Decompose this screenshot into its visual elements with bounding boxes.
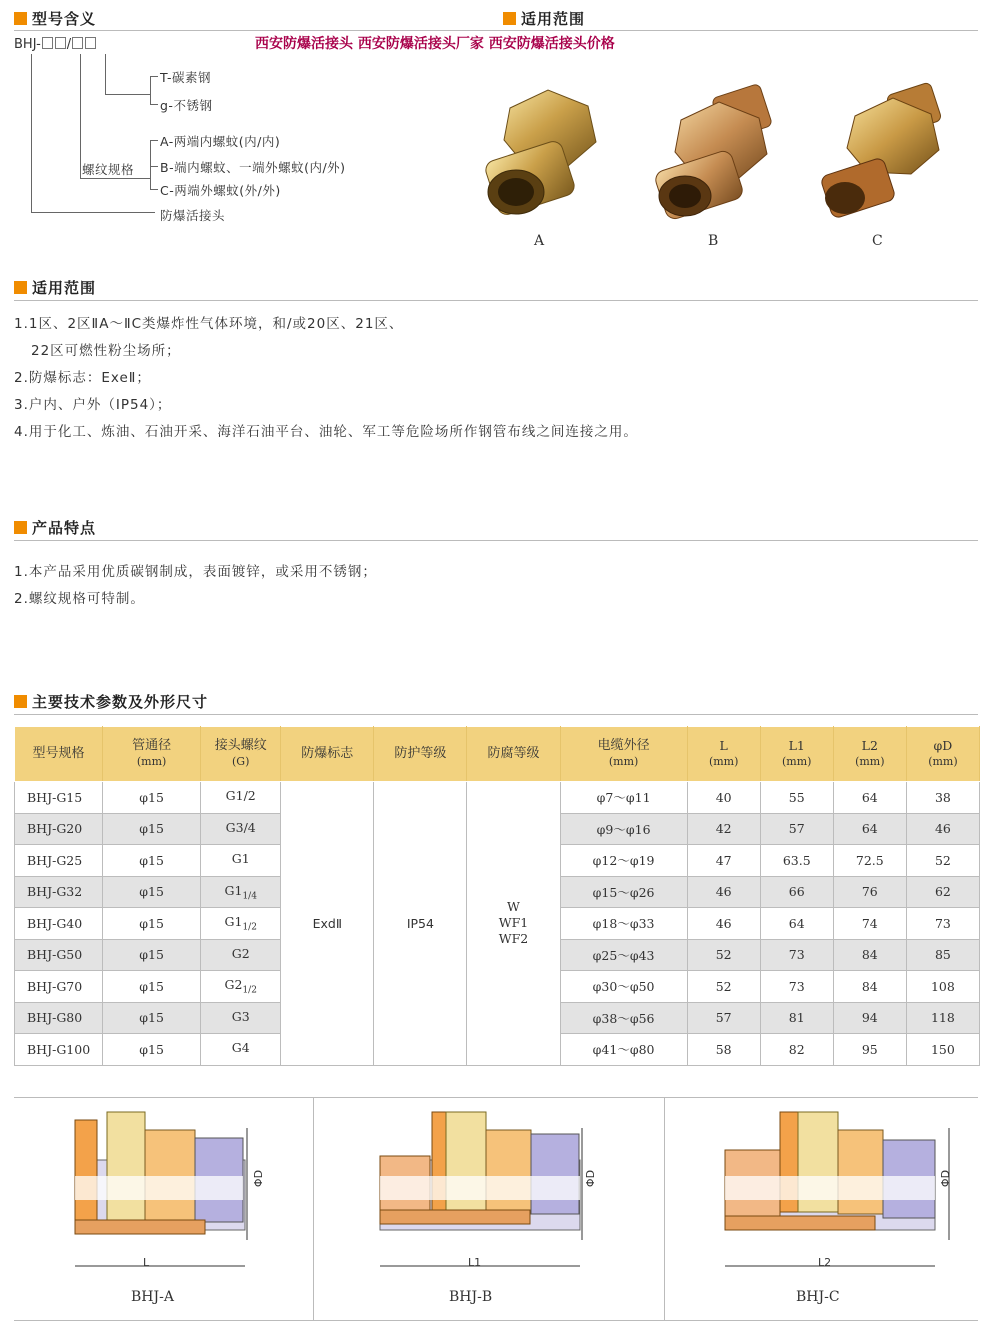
cell-l: 40 — [687, 782, 760, 814]
cell-bore: φ15 — [103, 1002, 201, 1034]
cell-l1: 81 — [760, 1002, 833, 1034]
spec-title: 主要技术参数及外形尺寸 — [32, 693, 209, 711]
model-meaning-title: 型号含义 — [32, 10, 97, 28]
cell-l: 46 — [687, 876, 760, 908]
section-square-icon — [503, 12, 516, 25]
table-row — [15, 782, 980, 814]
cell-cable: φ38～φ56 — [560, 1002, 687, 1034]
drawing-separator — [664, 1097, 665, 1320]
cell-cable: φ15～φ26 — [560, 876, 687, 908]
tree-line — [150, 76, 158, 77]
tree-line — [105, 54, 106, 94]
tree-line — [31, 212, 155, 213]
scope-line-4: 3.户内、户外（IP54）； — [14, 397, 172, 413]
cell-cable: φ30～φ50 — [560, 971, 687, 1003]
cell-thread: $G1_{1/4}$ — [201, 876, 281, 908]
cell-l1: 55 — [760, 782, 833, 814]
section-square-icon — [14, 12, 27, 25]
thread-a-label: A-两端内螺蚊(内/内) — [160, 134, 281, 149]
thread-b-label: B-端内螺蚊、一端外螺蚊(内/外) — [160, 160, 346, 175]
header-l1: L1 (mm) — [760, 727, 833, 782]
model-prefix: BHJ- — [14, 37, 41, 52]
keywords-line[interactable]: 西安防爆活接头 西安防爆活接头厂家 西安防爆活接头价格 — [255, 36, 615, 52]
cell-cable: φ7～φ11 — [560, 782, 687, 814]
drawing-c-dia-label: ΦD — [939, 1169, 953, 1188]
cell-model: BHJ-G70 — [15, 971, 103, 1003]
drawing-a-dia-label: ΦD — [252, 1169, 266, 1188]
material-g-label: g-不锈钢 — [160, 98, 213, 113]
header-explosion-mark: 防爆标志 — [281, 727, 374, 782]
top-divider — [14, 30, 978, 31]
anticorrosion-w: W — [507, 899, 520, 915]
cell-d: 85 — [906, 939, 979, 971]
cell-l1: 73 — [760, 939, 833, 971]
cell-l: 57 — [687, 1002, 760, 1034]
code-box — [85, 37, 96, 49]
header-d: φD (mm) — [906, 727, 979, 782]
scope-line-3: 2.防爆标志：ExeⅡ； — [14, 370, 151, 386]
cell-d: 52 — [906, 845, 979, 877]
code-box — [55, 37, 66, 49]
code-box — [42, 37, 53, 49]
cell-l: 58 — [687, 1034, 760, 1066]
cell-l2: 95 — [833, 1034, 906, 1066]
scope-divider — [14, 300, 978, 301]
scope-title-top: 适用范围 — [521, 10, 586, 28]
cell-l1: 64 — [760, 908, 833, 940]
cell-model: BHJ-G80 — [15, 1002, 103, 1034]
cell-l2: 84 — [833, 939, 906, 971]
material-t-label: T-碳素钢 — [160, 70, 211, 85]
drawing-b-dia-label: ΦD — [584, 1169, 598, 1188]
cell-thread: $G1_{1/2}$ — [201, 908, 281, 940]
cell-l1: 73 — [760, 971, 833, 1003]
cell-cable: φ9～φ16 — [560, 813, 687, 845]
thread-spec-label: 螺纹规格 — [82, 162, 135, 177]
tree-line — [150, 166, 158, 167]
feature-line-2: 2.螺纹规格可特制。 — [14, 591, 145, 607]
model-meaning-heading — [14, 8, 96, 29]
cell-l1: 63.5 — [760, 845, 833, 877]
cell-bore: φ15 — [103, 845, 201, 877]
tree-line — [105, 94, 150, 95]
tree-line — [150, 140, 158, 141]
header-thread: 接头螺纹 (G) — [201, 727, 281, 782]
section-square-icon — [14, 521, 27, 534]
anticorrosion-wf1: WF1 — [498, 915, 529, 931]
cell-model: BHJ-G40 — [15, 908, 103, 940]
cell-l1: 66 — [760, 876, 833, 908]
photo-caption-b: B — [708, 233, 719, 249]
cell-d: 150 — [906, 1034, 979, 1066]
cell-l: 46 — [687, 908, 760, 940]
product-photo-b — [645, 80, 795, 225]
cell-bore: φ15 — [103, 908, 201, 940]
header-l: L (mm) — [687, 727, 760, 782]
cell-thread: G3 — [201, 1002, 281, 1034]
anticorrosion-wf2: WF2 — [498, 931, 529, 947]
feature-line-1: 1.本产品采用优质碳钢制成，表面镀锌，或采用不锈钢； — [14, 564, 377, 580]
cell-d: 46 — [906, 813, 979, 845]
drawing-caption-c: BHJ-C — [796, 1289, 840, 1305]
cell-bore: φ15 — [103, 813, 201, 845]
cell-l1: 82 — [760, 1034, 833, 1066]
tree-line — [80, 178, 150, 179]
cell-l2: 84 — [833, 971, 906, 1003]
cell-protection: IP54 — [374, 782, 467, 1066]
cell-l: 42 — [687, 813, 760, 845]
cell-d: 62 — [906, 876, 979, 908]
features-divider — [14, 540, 978, 541]
cell-l2: 74 — [833, 908, 906, 940]
cell-cable: φ41～φ80 — [560, 1034, 687, 1066]
cell-l2: 64 — [833, 782, 906, 814]
spec-divider — [14, 714, 978, 715]
drawing-bhj-c — [715, 1100, 955, 1285]
cell-l: 52 — [687, 971, 760, 1003]
cell-cable: φ25～φ43 — [560, 939, 687, 971]
photo-caption-c: C — [872, 233, 883, 249]
drawing-a-length-label: L — [143, 1256, 150, 1269]
scope-title: 适用范围 — [32, 279, 97, 297]
drawing-caption-b: BHJ-B — [449, 1289, 493, 1305]
spec-table — [14, 726, 980, 1066]
drawing-caption-a: BHJ-A — [131, 1289, 174, 1305]
cell-d: 118 — [906, 1002, 979, 1034]
drawing-separator — [313, 1097, 314, 1320]
tree-line — [31, 54, 32, 212]
cell-d: 73 — [906, 908, 979, 940]
cell-model: BHJ-G20 — [15, 813, 103, 845]
model-code — [14, 37, 97, 52]
tree-line — [150, 140, 151, 189]
section-square-icon — [14, 695, 27, 708]
cell-thread: G3/4 — [201, 813, 281, 845]
features-title: 产品特点 — [32, 519, 97, 537]
cell-bore: φ15 — [103, 971, 201, 1003]
cell-d: 38 — [906, 782, 979, 814]
drawing-b-length-label: L1 — [468, 1256, 482, 1269]
header-model: 型号规格 — [15, 727, 103, 782]
scope-heading — [14, 277, 96, 298]
cell-l1: 57 — [760, 813, 833, 845]
cell-thread: $G2_{1/2}$ — [201, 971, 281, 1003]
header-protection: 防护等级 — [374, 727, 467, 782]
header-bore: 管通径 (mm) — [103, 727, 201, 782]
cell-model: BHJ-G100 — [15, 1034, 103, 1066]
drawing-c-length-label: L2 — [818, 1256, 832, 1269]
cell-model: BHJ-G50 — [15, 939, 103, 971]
cell-model: BHJ-G25 — [15, 845, 103, 877]
cell-bore: φ15 — [103, 782, 201, 814]
cell-cable: φ18～φ33 — [560, 908, 687, 940]
drawing-bhj-a — [55, 1100, 265, 1285]
cell-bore: φ15 — [103, 876, 201, 908]
cell-explosion-mark: ExdⅡ — [281, 782, 374, 1066]
header-anticorrosion: 防腐等级 — [467, 727, 560, 782]
cell-l: 52 — [687, 939, 760, 971]
cell-l: 47 — [687, 845, 760, 877]
cell-model: BHJ-G15 — [15, 782, 103, 814]
product-photo-c — [815, 80, 965, 225]
cell-bore: φ15 — [103, 939, 201, 971]
scope-line-1: 1.1区、2区ⅡA～ⅡC类爆炸性气体环境，和/或20区、21区、 — [14, 316, 404, 332]
cell-d: 108 — [906, 971, 979, 1003]
cell-thread: G2 — [201, 939, 281, 971]
cell-anticorrosion — [467, 782, 560, 1066]
cell-bore: φ15 — [103, 1034, 201, 1066]
scope-heading-top — [503, 8, 585, 29]
cell-thread: G1/2 — [201, 782, 281, 814]
scope-line-5: 4.用于化工、炼油、石油开采、海洋石油平台、油轮、军工等危险场所作钢管布线之间连接之用。 — [14, 424, 638, 440]
scope-line-2: 22区可燃性粉尘场所； — [31, 343, 181, 359]
cell-l2: 76 — [833, 876, 906, 908]
header-cable-dia: 电缆外径 (mm) — [560, 727, 687, 782]
features-heading — [14, 517, 96, 538]
cell-thread: G1 — [201, 845, 281, 877]
cell-l2: 72.5 — [833, 845, 906, 877]
tree-line — [150, 189, 158, 190]
cell-thread: G4 — [201, 1034, 281, 1066]
product-photo-a — [470, 80, 620, 225]
header-l2: L2 (mm) — [833, 727, 906, 782]
cell-cable: φ12～φ19 — [560, 845, 687, 877]
tree-line — [80, 54, 81, 178]
photo-caption-a: A — [534, 233, 545, 249]
product-label: 防爆活接头 — [160, 208, 226, 223]
spec-header-row — [15, 727, 980, 782]
tree-line — [150, 76, 151, 104]
cell-l2: 94 — [833, 1002, 906, 1034]
spec-heading — [14, 691, 208, 712]
cell-model: BHJ-G32 — [15, 876, 103, 908]
thread-c-label: C-两端外螺蚊(外/外) — [160, 183, 281, 198]
section-square-icon — [14, 281, 27, 294]
code-box — [72, 37, 83, 49]
tree-line — [150, 104, 158, 105]
cell-l2: 64 — [833, 813, 906, 845]
code-slash: / — [66, 37, 72, 52]
